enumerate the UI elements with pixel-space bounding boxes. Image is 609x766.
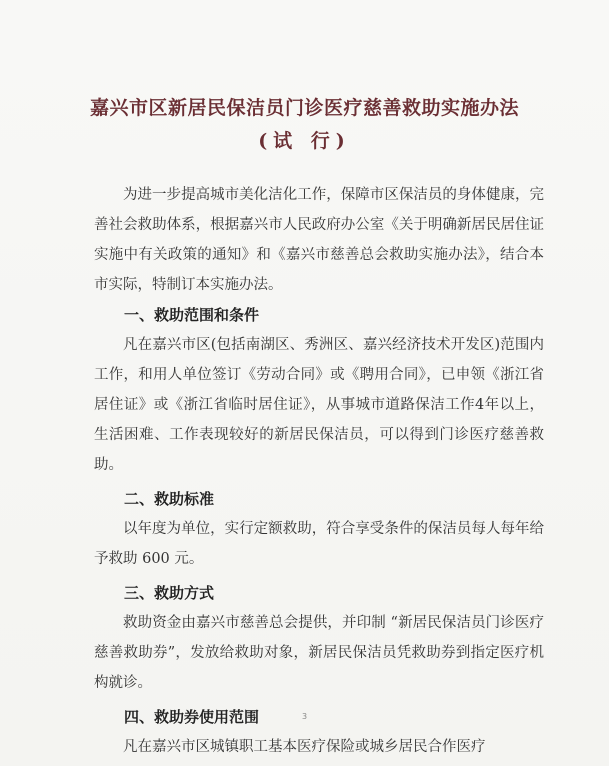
section-heading-usage: 四、救助券使用范围 [124,708,260,726]
section-heading-standard: 二、救助标准 [124,490,215,508]
intro-paragraph: 为进一步提高城市美化洁化工作，保障市区保洁员的身体健康，完善社会救助体系，根据嘉兴市人民政府办公室《关于明确新居民居住证实施中有关政策的通知》和《嘉兴市慈善总会救助实施办法》，结合本市实际，特制订本实施办法。 [94,187,544,293]
section-heading-scope: 一、救助范围和条件 [124,306,260,324]
section-body-usage: 凡在嘉兴市区城镇职工基本医疗保险或城乡居民合作医疗 [123,739,486,755]
document-title: 嘉兴市区新居民保洁员门诊医疗慈善救助实施办法 [89,97,519,119]
section-body-standard: 以年度为单位，实行定额救助，符合享受条件的保洁员每人每年给予救助 600 元。 [94,521,544,567]
document-body [94,180,544,762]
section-body-scope: 凡在嘉兴市区(包括南湖区、秀洲区、嘉兴经济技术开发区)范围内工作，和用人单位签订《劳动合同》或《聘用合同》，已申领《浙江省居住证》或《浙江省临时居住证》，从事城市道路保洁工作4年以上，生活困难、工作表现较好的新居民保洁员，可以得到门诊医疗慈善救助。 [94,337,544,473]
page-number: 3 [301,712,308,721]
section-body-method: 救助资金由嘉兴市慈善总会提供，并印制 “新居民保洁员门诊医疗慈善救助券”，发放给救助对象，新居民保洁员凭救助券到指定医疗机构就诊。 [94,615,544,691]
section-heading-method: 三、救助方式 [124,584,215,602]
document-subtitle: (试 行) [258,130,351,152]
